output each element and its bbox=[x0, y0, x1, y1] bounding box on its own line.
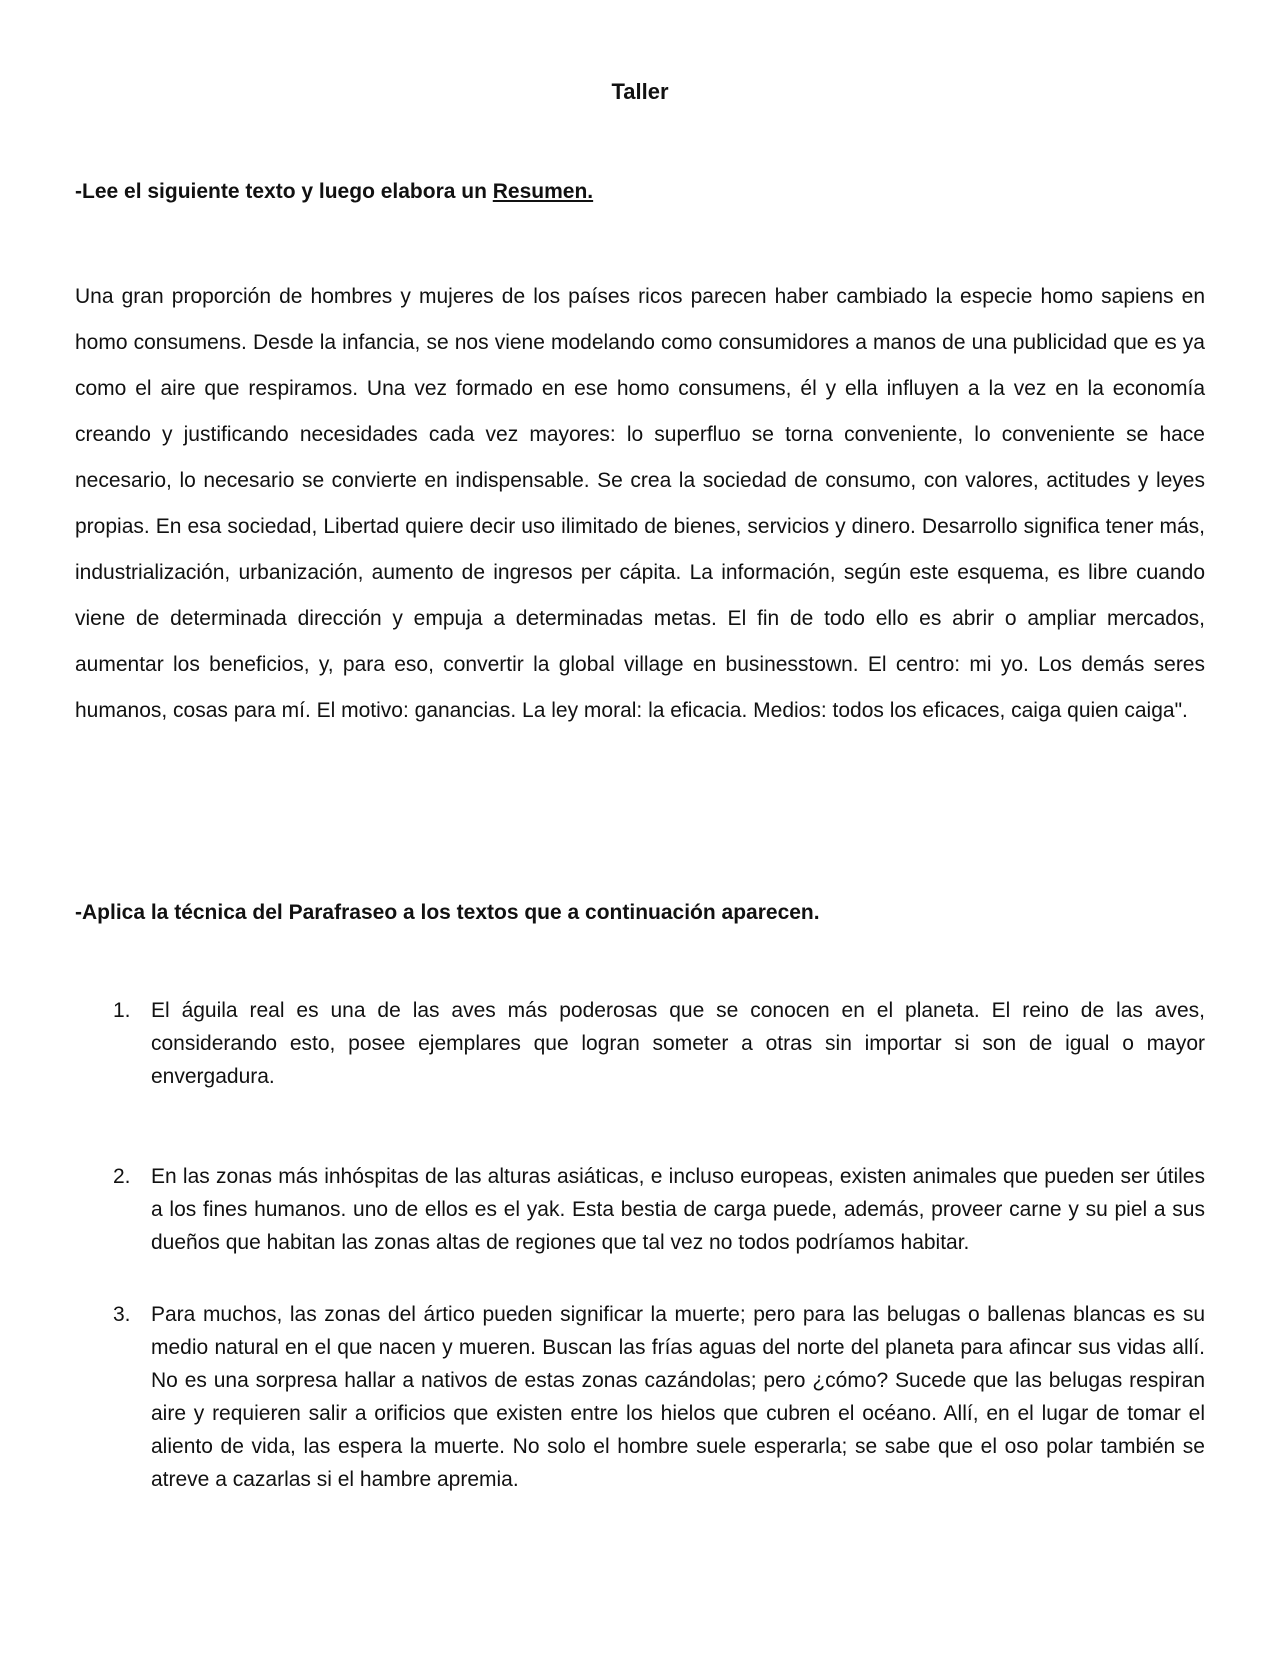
paraphrase-instruction: -Aplica la técnica del Parafraseo a los textos que a continuación aparecen. bbox=[75, 901, 820, 924]
list-item-text: En las zonas más inhóspitas de las alturas asiáticas, e incluso europeas, existen animales que pueden ser útiles a los fines humanos. uno de ellos es el yak. Esta bestia de carga puede, además, proveer carne y su piel a sus dueños que habitan las zonas altas de regiones que tal vez no todos podríamos habitar. bbox=[151, 1165, 1205, 1254]
list-item-text: Para muchos, las zonas del ártico pueden significar la muerte; pero para las belugas o ballenas blancas es su medio natural en el que nacen y mueren. Buscan las frías aguas del norte del planeta para afincar sus vidas allí. No es una sorpresa hallar a nativos de estas zonas cazándolas; pero ¿cómo? Sucede que las belugas respiran aire y requieren salir a orificios que existen entre los hielos que cubren el océano. Allí, en el lugar de tomar el aliento de vida, las espera la muerte. No solo el hombre suele esperarla; se sabe que el oso polar también se atreve a cazarlas si el hambre apremia. bbox=[151, 1303, 1205, 1491]
list-item-number: 3. bbox=[113, 1303, 131, 1326]
summary-instruction bbox=[75, 178, 593, 206]
summary-source-paragraph: Una gran proporción de hombres y mujeres de los países ricos parecen haber cambiado la especie homo sapiens en homo consumens. Desde la infancia, se nos viene modelando como consumidores a manos de una publicidad que es ya como el aire que respiramos. Una vez formado en ese homo consumens, él y ella influyen a la vez en la economía creando y justificando necesidades cada vez mayores: lo superfluo se torna conveniente, lo conveniente se hace necesario, lo necesario se convierte en indispensable. Se crea la sociedad de consumo, con valores, actitudes y leyes propias. En esa sociedad, Libertad quiere decir uso ilimitado de bienes, servicios y dinero. Desarrollo significa tener más, industrialización, urbanización, aumento de ingresos per cápita. La información, según este esquema, es libre cuando viene de determinada dirección y empuja a determinadas metas. El fin de todo ello es abrir o ampliar mercados, aumentar los beneficios, y, para eso, convertir la global village en businesstown. El centro: mi yo. Los demás seres humanos, cosas para mí. El motivo: ganancias. La ley moral: la eficacia. Medios: todos los eficaces, caiga quien caiga". bbox=[75, 285, 1205, 722]
summary-instruction-keyword: Resumen. bbox=[492, 180, 594, 203]
list-item-text: El águila real es una de las aves más poderosas que se conocen en el planeta. El reino de las aves, considerando esto, posee ejemplares que logran someter a otras sin importar si son de igual o mayor envergadura. bbox=[151, 999, 1205, 1088]
page-title: Taller bbox=[611, 79, 669, 104]
summary-instruction-text: -Lee el siguiente texto y luego elabora un bbox=[75, 180, 493, 203]
list-item-number: 2. bbox=[113, 1165, 131, 1188]
list-item-number: 1. bbox=[113, 999, 131, 1022]
